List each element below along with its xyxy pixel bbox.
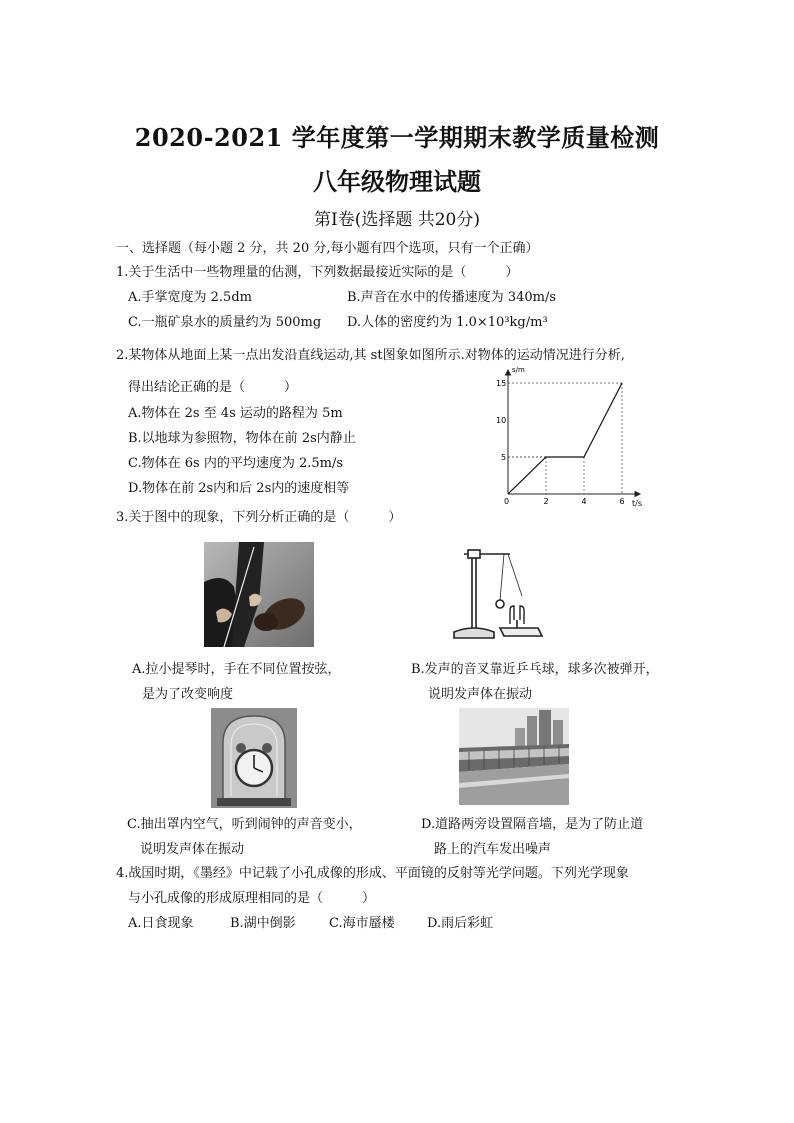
sound-barrier-photo bbox=[459, 708, 569, 805]
q2-option-a: A.物体在 2s 至 4s 运动的路程为 5m bbox=[128, 406, 343, 421]
y-tick-label: 15 bbox=[496, 379, 507, 388]
section-heading: 一、选择题（每小题 2 分，共 20 分,每小题有四个选项，只有一个正确） bbox=[116, 241, 539, 256]
q3-option-c-line1: C.抽出罩内空气，听到闹钟的声音变小， bbox=[127, 817, 362, 832]
tuning-fork-diagram bbox=[450, 544, 550, 644]
q2-stem-line1: 2.某物体从地面上某一点出发沿直线运动,其 st图象如图所示.对物体的运动情况进行分析, bbox=[116, 348, 625, 363]
q2-option-c: C.物体在 6s 内的平均速度为 2.5m/s bbox=[128, 456, 344, 471]
q4-stem-line2: 与小孔成像的形成原理相同的是（ ） bbox=[128, 891, 376, 906]
exam-title: 2020-2021 学年度第一学期期末教学质量检测 bbox=[134, 123, 660, 152]
violin-photo bbox=[204, 542, 314, 647]
q3-option-d-line2: 路上的汽车发出噪声 bbox=[434, 842, 552, 857]
q3-option-b-line2: 说明发声体在振动 bbox=[428, 687, 533, 702]
y-axis-arrow bbox=[506, 370, 511, 375]
x-axis-arrow bbox=[635, 492, 640, 497]
graph-xlabel: t/s bbox=[632, 499, 642, 508]
q3-option-c-line2: 说明发声体在振动 bbox=[140, 842, 245, 857]
q3-option-a-line2: 是为了改变响度 bbox=[142, 687, 234, 702]
alarm-clock-photo bbox=[211, 708, 297, 808]
st-graph bbox=[494, 362, 654, 512]
y-tick-label: 10 bbox=[496, 416, 507, 425]
q2-stem-line2: 得出结论正确的是（ ） bbox=[128, 380, 298, 395]
x-tick-label: 6 bbox=[619, 497, 625, 506]
y-tick-label: 5 bbox=[501, 453, 507, 462]
q2-option-b: B.以地球为参照物，物体在前 2s内静止 bbox=[128, 431, 356, 446]
part-title: 第Ⅰ卷(选择题 共20分) bbox=[313, 210, 480, 230]
graph-ylabel: s/m bbox=[512, 366, 525, 374]
q1-option-c: C.一瓶矿泉水的质量约为 500mg bbox=[128, 315, 322, 330]
q1-option-d: D.人体的密度约为 1.0×10³kg/m³ bbox=[347, 315, 548, 330]
graph-origin: 0 bbox=[504, 497, 510, 506]
q4-option-a: A.日食现象 bbox=[128, 916, 194, 931]
q3-option-b-line1: B.发声的音叉靠近乒乓球，球多次被弹开， bbox=[411, 662, 659, 677]
q1-stem: 1.关于生活中一些物理量的估测，下列数据最接近实际的是（ ） bbox=[116, 265, 519, 280]
subject-title: 八年级物理试题 bbox=[313, 167, 481, 196]
q3-option-d-line1: D.道路两旁设置隔音墙，是为了防止道 bbox=[421, 817, 644, 832]
q3-option-a-line1: A.拉小提琴时，手在不同位置按弦， bbox=[132, 662, 341, 677]
x-tick-label: 2 bbox=[543, 497, 549, 506]
q4-option-b: B.湖中倒影 bbox=[230, 916, 296, 931]
st-line bbox=[508, 383, 622, 494]
q1-option-b: B.声音在水中的传播速度为 340m/s bbox=[347, 290, 557, 305]
q1-option-a: A.手掌宽度为 2.5dm bbox=[128, 290, 252, 305]
q2-option-d: D.物体在前 2s内和后 2s内的速度相等 bbox=[128, 481, 350, 496]
q4-option-c: C.海市蜃楼 bbox=[329, 916, 395, 931]
q4-option-d: D.雨后彩虹 bbox=[427, 916, 494, 931]
x-tick-label: 4 bbox=[581, 497, 587, 506]
q4-stem-line1: 4.战国时期，《墨经》中记载了小孔成像的形成、平面镜的反射等光学问题。下列光学现象 bbox=[116, 866, 629, 881]
q3-stem: 3.关于图中的现象，下列分析正确的是（ ） bbox=[116, 510, 402, 525]
